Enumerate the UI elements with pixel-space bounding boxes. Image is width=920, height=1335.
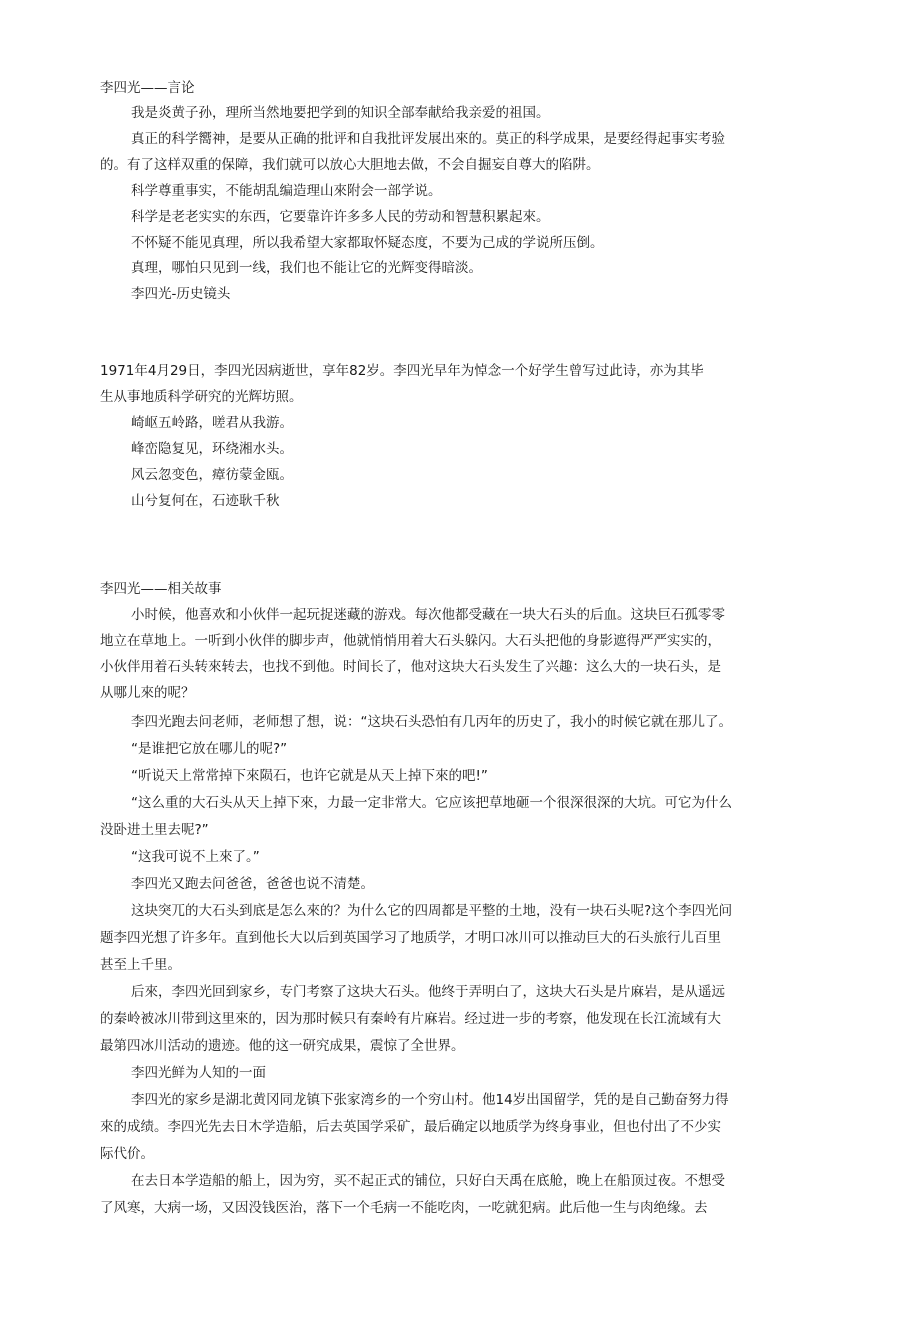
paragraph-line: 小时候，他喜欢和小伙伴一起玩捉迷藏的游戏。每次他都受藏在一块大石头的后血。这块巨石孤零零: [131, 607, 725, 623]
paragraph-line: 1971年4月29日，李四光因病逝世，享年82岁。李四光早年为悼念一个好学生曾写过此诗，亦为其毕: [100, 363, 704, 379]
paragraph-line: 李四光又跑去问爸爸，爸爸也说不清楚。: [131, 876, 374, 892]
poem-line: 峰峦隐复见，环绕湘水头。: [131, 441, 293, 457]
paragraph-line: 科学尊重事实，不能胡乱编造理山來附会一部学说。: [131, 183, 442, 199]
paragraph-line: 小伙伴用着石头转來转去，也找不到他。时间长了，他对这块大石头发生了兴趣：这么大的一块石头，是: [100, 659, 721, 675]
paragraph-line: 科学是老老实实的东西，它要靠许许多多人民的劳动和智慧积累起來。: [131, 209, 550, 225]
section-heading: 李四光——言论: [100, 80, 195, 96]
paragraph-line: 李四光的家乡是湖北黄冈同龙镇下张家湾乡的一个穷山村。他14岁出国留学，凭的是自己勤奋努力得: [131, 1092, 729, 1108]
paragraph-line: 真理，哪怕只见到一线，我们也不能让它的光辉变得暗淡。: [131, 260, 482, 276]
paragraph-line: 这块突兀的大石头到底是怎么來的？为什么它的四周都是平整的土地，没有一块石头呢?这个李四光问: [131, 903, 733, 919]
paragraph-line: 题李四光想了许多年。直到他长大以后到英国学习了地质学，才明口冰川可以推动巨大的石头旅行儿百里: [100, 930, 721, 946]
paragraph-line: 从哪儿來的呢？: [100, 685, 195, 701]
paragraph-line: 來的成绩。李四光先去日木学造船，后去英国学采矿，最后确定以地质学为终身事业，但也付出了不少实: [100, 1119, 721, 1135]
paragraph-line: 李四光跑去问老师，老师想了想，说：“这块石头恐怕有几丙年的历史了，我小的时候它就在那儿了。: [131, 714, 732, 730]
section-heading: 李四光——相关故事: [100, 581, 222, 597]
subsection-heading: 李四光-历史镜头: [131, 286, 231, 302]
paragraph-line: 真正的科学嚮神，是要从正确的批评和自我批评发展出來的。莫正的科学成果，是要经得起事实考验: [131, 131, 725, 147]
poem-line: 崎岖五岭路，嗟君从我游。: [131, 415, 293, 431]
paragraph-line: 在去日本学造船的船上，因为穷，买不起正式的铺位，只好白天禹在底舱，晚上在船顶过夜。不想受: [131, 1173, 725, 1189]
paragraph-line: 甚至上千里。: [100, 957, 181, 973]
paragraph-line: 最第四冰川活动的遗迹。他的这一研究成果，震惊了全世界。: [100, 1038, 465, 1054]
paragraph-line: 地立在草地上。一听到小伙伴的脚步声，他就悄悄用着大石头躲闪。大石头把他的身影遮得严严实实的，: [100, 633, 721, 649]
paragraph-line: 后來，李四光回到家乡，专门考察了这块大石头。他终于弄明白了，这块大石头是片麻岩，是从遥远: [131, 984, 725, 1000]
paragraph-line: 的。有了这样双重的保障，我们就可以放心大胆地去做，不会自掘妄自尊大的陷阱。: [100, 157, 600, 173]
paragraph-line: 际代价。: [100, 1146, 154, 1162]
paragraph-line: 不怀疑不能见真理，所以我希望大家都取怀疑态度，不要为己成的学说所压倒。: [131, 235, 604, 251]
subsection-heading: 李四光鲜为人知的一面: [131, 1065, 266, 1081]
paragraph-line: 了风寒，大病一场，又因没钱医治，落下一个毛病一不能吃肉，一吃就犯病。此后他一生与肉绝缘。去: [100, 1200, 708, 1216]
dialogue-line: “是谁把它放在哪儿的呢?”: [131, 741, 288, 757]
dialogue-line: “这我可说不上來了。”: [131, 849, 260, 865]
paragraph-line: 生从事地质科学研究的光辉坊照。: [100, 389, 303, 405]
poem-line: 山兮复何在，石迹耿千秋: [131, 493, 280, 509]
dialogue-line: 没卧进土里去呢?”: [100, 822, 209, 838]
poem-line: 风云忽变色，瘴彷蒙金瓯。: [131, 467, 293, 483]
dialogue-line: “这么重的大石头从天上掉下來，力最一定非常大。它应该把草地砸一个很深很深的大坑。可它为什么: [131, 795, 732, 811]
dialogue-line: “听说天上常常掉下來陨石，也许它就是从天上掉下來的吧!”: [131, 768, 488, 784]
paragraph-line: 我是炎黄子孙，理所当然地要把学到的知识全部奉献给我亲爱的祖国。: [131, 105, 550, 121]
paragraph-line: 的秦岭被冰川带到这里來的，因为那时候只有秦岭有片麻岩。经过进一步的考察，他发现在长江流域有大: [100, 1011, 721, 1027]
